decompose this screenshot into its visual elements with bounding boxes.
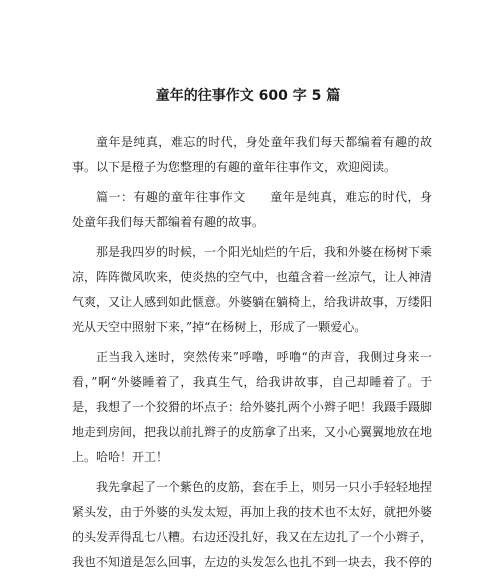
body-paragraph: 那是我四岁的时候，一个阳光灿烂的午后，我和外婆在杨树下乘凉，阵阵微风吹来，使炎热的空气中，也蕴含着一丝凉气，让人神清气爽，又让人感到如此惬意。外婆躺在躺椅上，给我讲故事，万缕阳光从天空中照射下来，”掉“在杨树上，形成了一颗爱心。 [72, 245, 433, 334]
intro-paragraph: 童年是纯真，难忘的时代，身处童年我们每天都编着有趣的故事。以下是橙子为您整理的有趣的童年往事作文，欢迎阅读。 [72, 135, 432, 174]
document-body [72, 130, 432, 580]
body-paragraph: 我先拿起了一个紫色的皮筋，套在手上，则另一只小手轻轻地捏紧头发，由于外婆的头发太短，再加上我的技术也不太好，就把外婆的头发弄得乱七八糟。右边还没扎好，我又在左边扎了一个小辫子，我也不知道是怎么回事，左边的头发怎么也扎不到一块去，我不停的 [72, 480, 433, 569]
document-title: 童年的往事作文 600 字 5 篇 [155, 88, 341, 104]
essay-one-first-line: 童年是纯真，难忘的时代，身处童年我们每天都编着有趣的故事。 [72, 190, 432, 229]
essay-one-heading: 篇一：有趣的童年往事作文 [96, 190, 246, 204]
body-paragraph: 正当我入迷时，突然传来”呼噜，呼噜“的声音，我侧过身来一看，”啊“外婆睡着了，我真生气，给我讲故事，自己却睡着了。于是，我想了一个狡猾的坏点子：给外婆扎两个小辫子吧！我蹑手蹑脚地走到房间，把我以前扎辫子的皮筋拿了出来，又小心翼翼地放在地上。哈哈！开工！ [72, 350, 433, 464]
essay-one-opening [72, 185, 432, 235]
